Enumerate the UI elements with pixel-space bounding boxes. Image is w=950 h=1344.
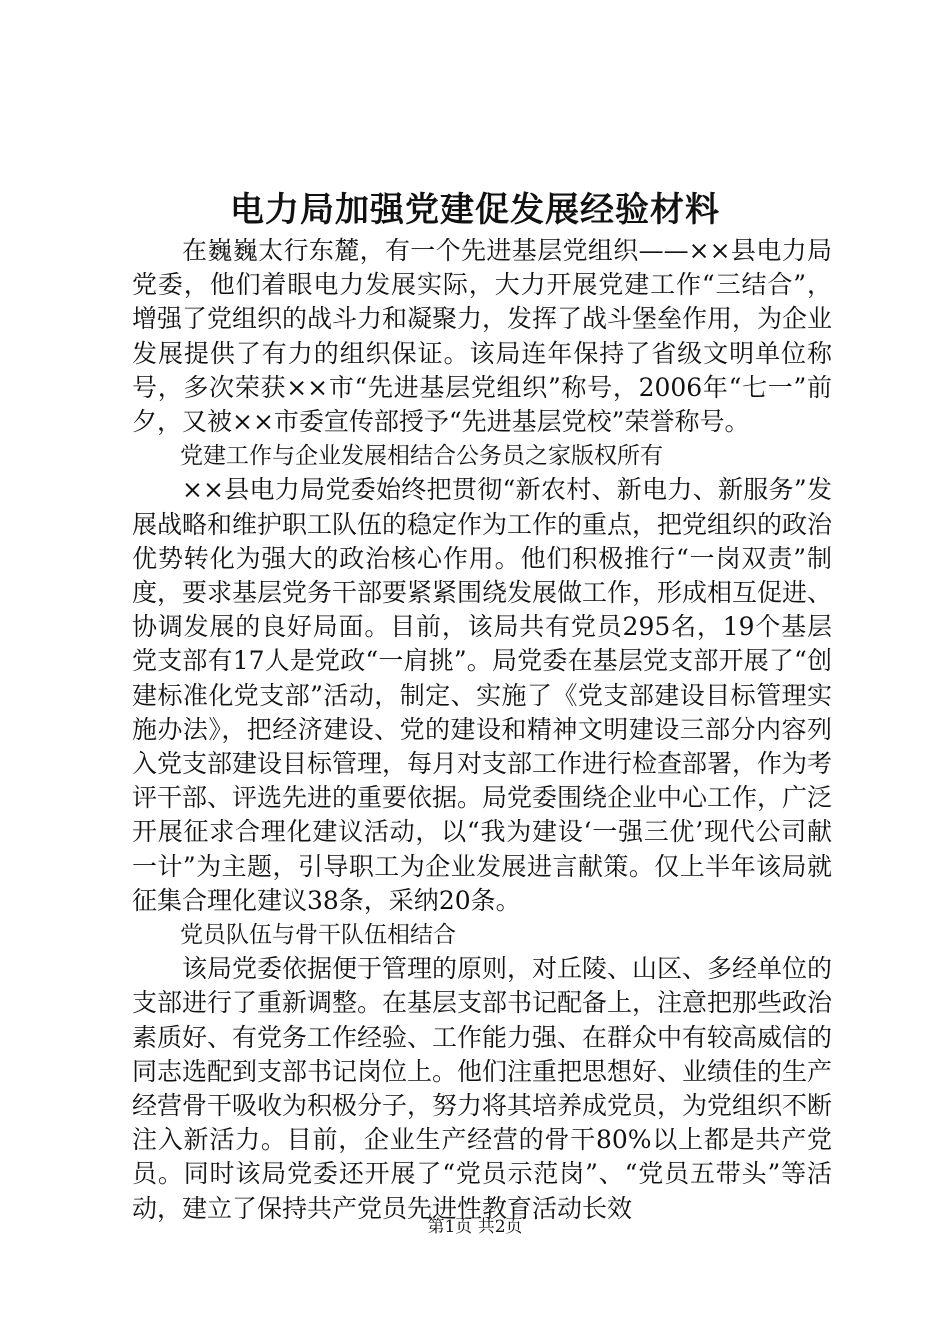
paragraph-intro: 在巍巍太行东麓，有一个先进基层党组织——××县电力局党委，他们着眼电力发展实际，大力开展党建工作“三结合”，增强了党组织的战斗力和凝聚力，发挥了战斗堡垒作用，为企业发展提供了有力的组织保证。该局连年保持了省级文明单位称号，多次荣获××市“先进基层党组织”称号，2006年“七一”前夕，又被××市委宣传部授予“先进基层党校”荣誉称号。 bbox=[132, 236, 833, 437]
page-number-footer: 第1页 共2页 bbox=[427, 1217, 523, 1237]
document-body bbox=[132, 234, 832, 1226]
section-heading-party-members: 党员队伍与骨干队伍相结合 bbox=[180, 922, 456, 949]
paragraph-party-building: ××县电力局党委始终把贯彻“新农村、新电力、新服务”发展战略和维护职工队伍的稳定作为工作的重点，把党组织的政治优势转化为强大的政治核心作用。他们积极推行“一岗双责”制度，要求基层党务干部要紧紧围绕发展做工作，形成相互促进、协调发展的良好局面。目前，该局共有党员295名，19个基层党支部有17人是党政“一肩挑”。局党委在基层党支部开展了“创建标准化党支部”活动，制定、实施了《党支部建设目标管理实施办法》，把经济建设、党的建设和精神文明建设三部分内容列入党支部建设目标管理，每月对支部工作进行检查部署，作为考评干部、评选先进的重要依据。局党委围绕企业中心工作，广泛开展征求合理化建议活动，以“我为建设‘一强三优’现代公司献一计”为主题，引导职工为企业发展进言献策。仅上半年该局就征集合理化建议38条，采纳20条。 bbox=[132, 475, 833, 915]
document-title: 电力局加强党建促发展经验材料 bbox=[230, 190, 720, 230]
paragraph-party-members: 该局党委依据便于管理的原则，对丘陵、山区、多经单位的支部进行了重新调整。在基层支部书记配备上，注意把那些政治素质好、有党务工作经验、工作能力强、在群众中有较高威信的同志选配到支部书记岗位上。他们注重把思想好、业绩佳的生产经营骨干吸收为积极分子，努力将其培养成党员，为党组织不断注入新活力。目前，企业生产经营的骨干80%以上都是共产党员。同时该局党委还开展了“党员示范岗”、“党员五带头”等活动，建立了保持共产党员先进性教育活动长效 bbox=[132, 954, 833, 1223]
section-heading-party-building: 党建工作与企业发展相结合公务员之家版权所有 bbox=[180, 443, 663, 470]
